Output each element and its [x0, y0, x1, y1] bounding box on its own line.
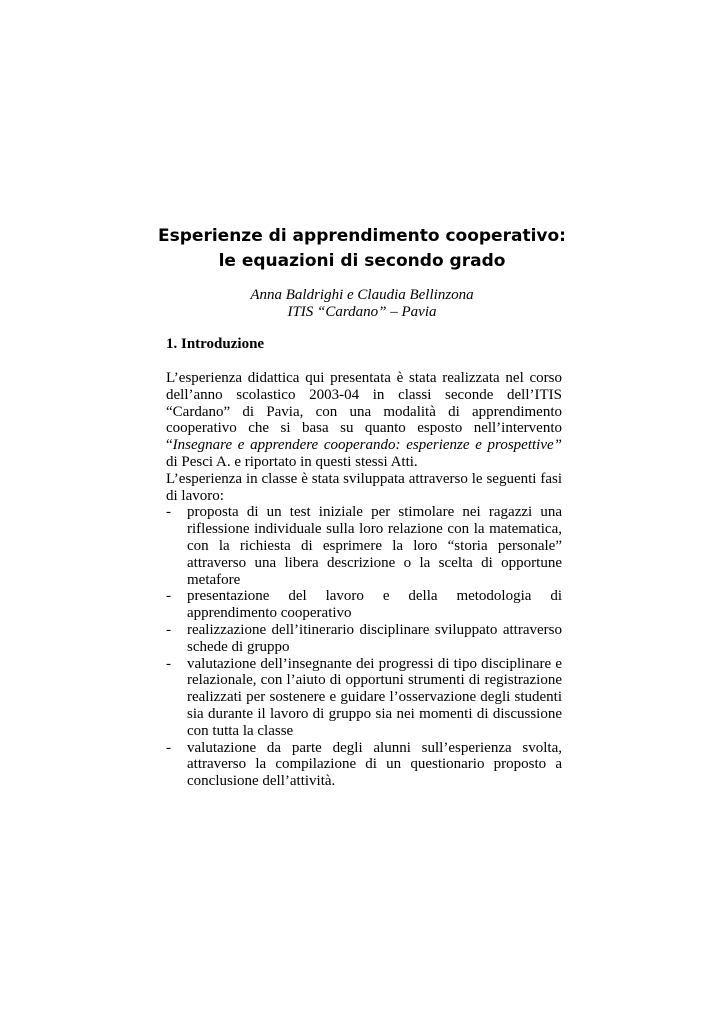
title-line-2: le equazioni di secondo grado: [218, 251, 506, 271]
bullet-dash: -: [166, 739, 171, 756]
list-item: [166, 622, 562, 656]
phases-list: [166, 504, 562, 790]
title-line-1: Esperienze di apprendimento cooperativo:: [158, 226, 566, 246]
section-body: [166, 370, 562, 790]
intro-paragraph-text-end: di Pesci A. e riportato in questi stessi Atti.: [166, 453, 418, 470]
list-item: [166, 656, 562, 740]
author-names: Anna Baldrighi e Claudia Bellinzona: [250, 287, 474, 303]
intro-paragraph-text: L’esperienza didattica qui presentata è stata realizzata nel corso dell’anno scolastico 2003-04 in classi seconde dell’ITIS “Cardano” di Pavia, con una modalità di apprendimento cooperativo che si basa su quanto esposto nell’intervento “: [166, 370, 562, 454]
list-item-text: realizzazione dell’itinerario disciplinare sviluppato attraverso schede di gruppo: [187, 621, 562, 655]
list-item-text: presentazione del lavoro e della metodologia di apprendimento cooperativo: [187, 588, 562, 622]
list-item: [166, 504, 562, 588]
intro-paragraph: [166, 370, 562, 471]
list-item-text: valutazione da parte degli alunni sull’esperienza svolta, attraverso la compilazione di un questionario proposto a conclusione dell’attività.: [187, 739, 562, 790]
list-item-text: valutazione dell’insegnante dei progressi di tipo disciplinare e relazionale, con l’aiuto di opportuni strumenti di registrazione realizzati per sostenere e guidare l’osservazione degli studenti sia durante il lavoro di gruppo sia nei momenti di discussione con tutta la classe: [187, 655, 562, 739]
bullet-dash: -: [166, 588, 171, 605]
author-block: [0, 287, 724, 321]
bullet-dash: -: [166, 504, 171, 521]
document-title: [0, 224, 724, 274]
bullet-dash: -: [166, 655, 171, 672]
phases-intro-paragraph: L’esperienza in classe è stata sviluppata attraverso le seguenti fasi di lavoro:: [166, 470, 562, 504]
author-affiliation: ITIS “Cardano” – Pavia: [287, 304, 437, 320]
bullet-dash: -: [166, 621, 171, 638]
list-item-text: proposta di un test iniziale per stimolare nei ragazzi una riflessione individuale sulla loro relazione con la matematica, con la richiesta di esprimere la loro “storia personale” attraverso una libera descrizione o la scelta di opportune metafore: [187, 504, 562, 588]
list-item: [166, 588, 562, 622]
section-heading: 1. Introduzione: [166, 336, 265, 352]
list-item: [166, 740, 562, 790]
intro-paragraph-title-citation: Insegnare e apprendere cooperando: esperienze e prospettive”: [172, 437, 562, 454]
